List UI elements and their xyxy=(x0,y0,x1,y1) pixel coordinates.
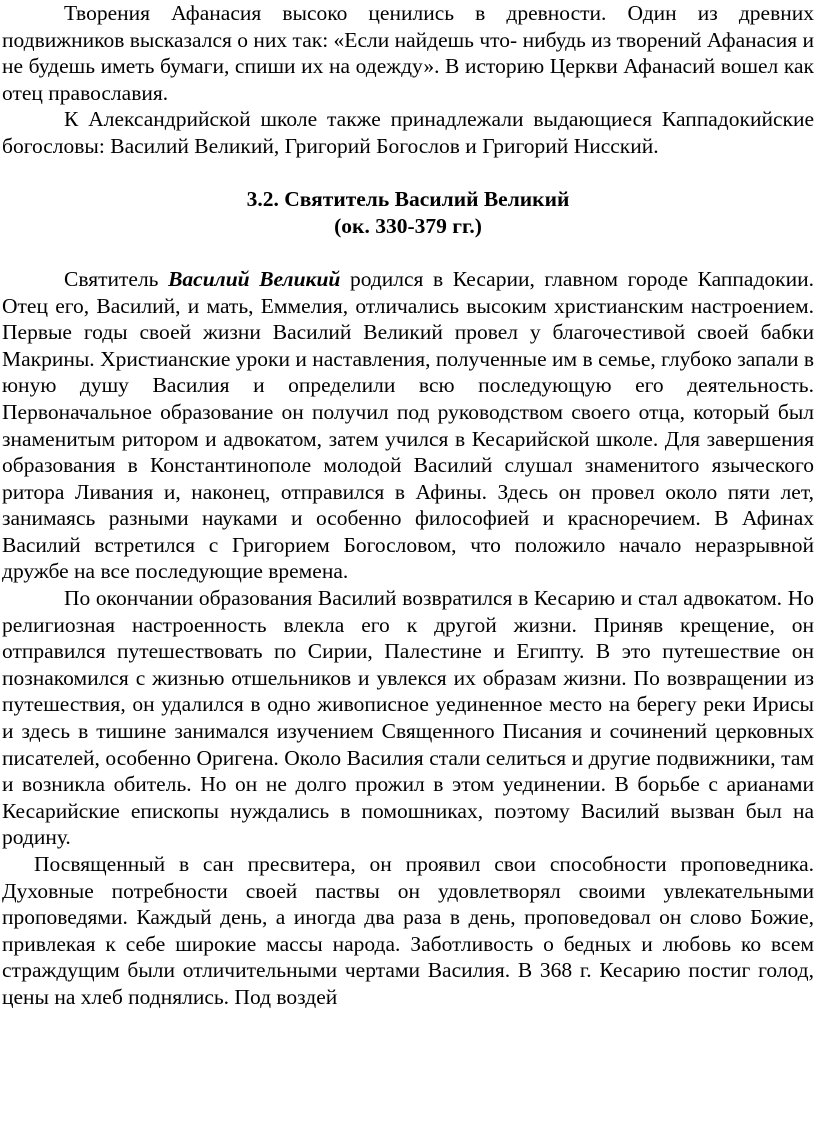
paragraph-basil-early-life xyxy=(2,266,814,585)
paragraph-rest: родился в Кесарии, главном городе Каппадокии. Отец его, Василий, и мать, Еммелия, отличались высоким христианским настроением. Первые годы своей жизни Василий Великий провел у благочестивой своей бабки Макрины. Христианские уроки и наставления, полученные им в семье, глубоко запали в юную душу Василия и определили всю последующую его деятельность. Первоначальное образование он получил под руководством своего отца, который был знаменитым ритором и адвокатом, затем учился в Кесарийской школе. Для завершения образования в Константинополе молодой Василий слушал знаменитого языческого ритора Ливания и, наконец, отправился в Афины. Здесь он провел около пяти лет, занимаясь разными науками и особенно философией и красноречием. В Афинах Василий встретился с Григорием Богословом, что положило начало неразрывной дружбе на все последующие времена. xyxy=(2,266,814,584)
paragraph-cappadocians: К Александрийской школе также принадлежали выдающиеся Каппадокийские богословы: Василий Великий, Григорий Богослов и Григорий Нисский. xyxy=(2,107,814,158)
paragraph-basil-presbyter: Посвященный в сан пресвитера, он проявил свои способности проповедника. Духовные потребности своей паствы он удовлетворял своими увлекательными проповедями. Каждый день, а иногда два раза в день, проповедовал он слово Божие, привлекая к себе широкие массы народа. Заботливость о бедных и любовь ко всем страждущим были отличительными чертами Василия. В 368 г. Кесарию постиг голод, цены на хлеб поднялись. Под воздей xyxy=(2,852,814,1009)
paragraph-athanasius: Творения Афанасия высоко ценились в древности. Один из древних подвижников высказался о них так: «Если найдешь что- нибудь из творений Афанасия и не будешь иметь бумаги, спиши их на одежду». В историю Церкви Афанасий вошел как отец православия. xyxy=(2,1,814,105)
section-dates: (ок. 330-379 гг.) xyxy=(334,213,482,238)
highlighted-name: Василий Великий xyxy=(168,266,341,291)
paragraph-basil-return: По окончании образования Василий возвратился в Кесарию и стал адвокатом. Но религиозная настроенность влекла его к другой жизни. Приняв крещение, он отправился путешествовать по Сирии, Палестине и Египту. В это путешествие он познакомился с жизнью отшельников и увлекся их образам жизни. По возвращении из путешествия, он удалился в одно живописное уединенное место на берегу реки Ирисы и здесь в тишине занимался изучением Священного Писания и сочинений церковных писателей, особенно Оригена. Около Василия стали селиться и другие подвижники, там и возникла обитель. Но он не долго прожил в этом уединении. В борьбе с арианами Кесарийские епископы нуждались в помошниках, поэтому Василий вызван был на родину. xyxy=(2,586,814,850)
section-title: 3.2. Святитель Василий Великий xyxy=(246,187,570,212)
paragraph-start: Святитель xyxy=(64,266,159,291)
spacer xyxy=(2,160,814,187)
spacer xyxy=(2,239,814,266)
